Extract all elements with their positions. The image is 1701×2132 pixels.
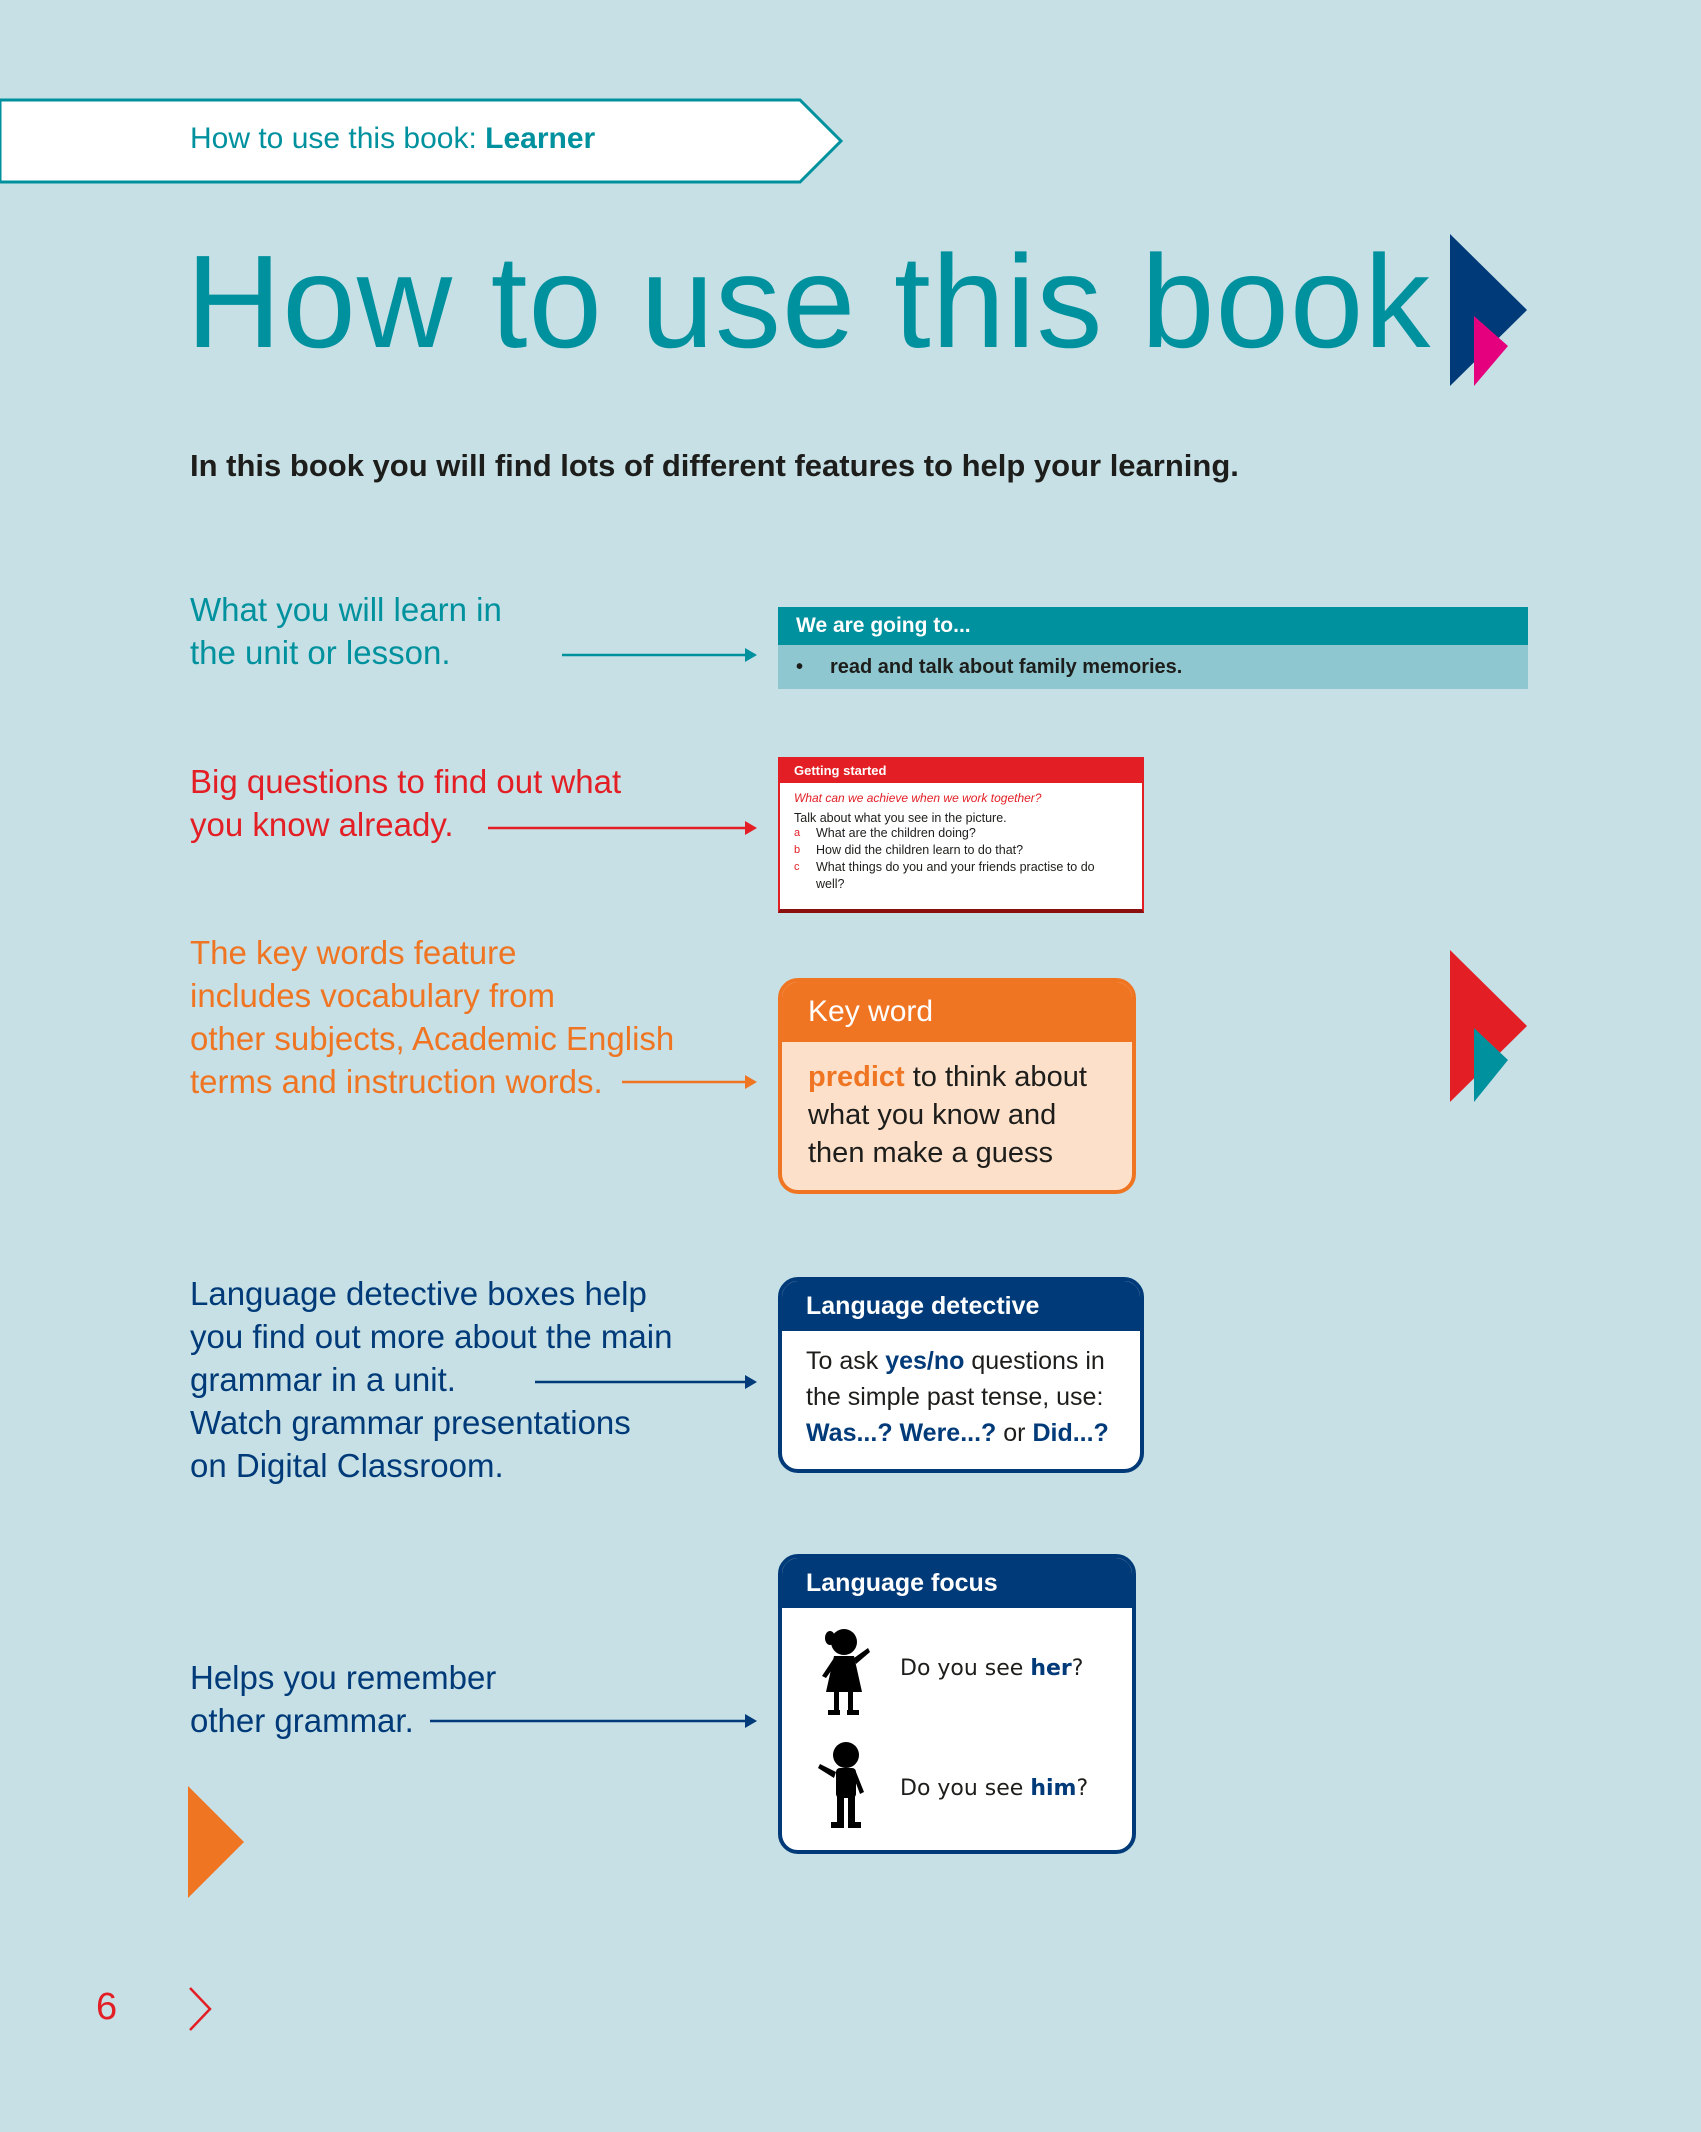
description-line: other subjects, Academic English [190, 1020, 675, 1057]
arrow-icon [562, 645, 758, 665]
description-line: includes vocabulary from [190, 977, 555, 1014]
getting-started-title: Getting started [780, 759, 1142, 783]
girl-silhouette-icon [814, 1626, 874, 1718]
description-line: the unit or lesson. [190, 634, 451, 671]
description-line: Watch grammar presentations [190, 1404, 631, 1441]
key-word-term: predict [808, 1061, 905, 1093]
getting-started-question: What can we achieve when we work together? [794, 791, 1042, 805]
list-item: b How did the children learn to do that? [794, 843, 1024, 857]
we-are-going-to-box [778, 607, 1528, 689]
description-line: Helps you remember [190, 1659, 497, 1696]
key-word-box [778, 978, 1136, 1194]
key-word-body [782, 1042, 1108, 1172]
header-prefix: How to use this book: [190, 122, 486, 155]
header-label [190, 122, 595, 156]
header-highlight: Learner [485, 122, 596, 155]
description-line: you find out more about the main [190, 1318, 673, 1355]
description-line: Big questions to find out what [190, 763, 622, 800]
intro-text: In this book you will find lots of different features to help your learning. [190, 448, 1239, 483]
key-word-definition: to think about what you know and then make a guess [808, 1061, 1087, 1169]
page-number: 6 [96, 1986, 118, 2028]
language-focus-box [778, 1554, 1136, 1854]
chevron-right-icon [186, 1986, 216, 2037]
goals-bullet-text: read and talk about family memories. [830, 656, 1183, 678]
key-word-title: Key word [782, 982, 1132, 1042]
language-focus-line: Do you see him? [900, 1776, 1089, 1801]
description-line: The key words feature [190, 934, 517, 971]
description-line: What you will learn in [190, 591, 502, 628]
boy-silhouette-icon [814, 1740, 874, 1832]
getting-started-box [778, 757, 1144, 913]
red-teal-arrow-icon [1450, 950, 1530, 1107]
description-line: terms and instruction words. [190, 1063, 603, 1100]
goals-description [190, 588, 502, 674]
language-detective-body: To ask yes/no questions in the simple past tense, use: Was...? Were...? or Did...? [806, 1347, 1109, 1447]
description-line: Language detective boxes help [190, 1275, 647, 1312]
arrow-icon [535, 1372, 758, 1392]
getting-started-prompt: Talk about what you see in the picture. [794, 811, 1007, 825]
description-line: you know already. [190, 806, 454, 843]
language-focus-line: Do you see her? [900, 1656, 1084, 1681]
orange-triangle-icon [188, 1786, 246, 1903]
list-item: a What are the children doing? [794, 826, 976, 840]
language-focus-title: Language focus [782, 1558, 1132, 1608]
language-focus-row [782, 1740, 1132, 1840]
arrow-icon [622, 1072, 758, 1092]
language-focus-row [782, 1620, 1132, 1720]
description-line: other grammar. [190, 1702, 414, 1739]
bullet-icon: • [796, 656, 804, 678]
navy-magenta-arrow-icon [1450, 234, 1530, 391]
description-line: grammar in a unit. [190, 1361, 456, 1398]
language-detective-title: Language detective [782, 1281, 1140, 1331]
key-word-description [190, 931, 674, 1103]
arrow-icon [430, 1711, 758, 1731]
list-item: c What things do you and your friends practise to do well? [794, 860, 1095, 891]
page-title: How to use this book [186, 228, 1432, 375]
arrow-icon [488, 818, 758, 838]
goals-box-title: We are going to... [778, 607, 1528, 645]
language-detective-box [778, 1277, 1144, 1473]
description-line: on Digital Classroom. [190, 1447, 504, 1484]
goals-bullet-row [778, 645, 1528, 689]
